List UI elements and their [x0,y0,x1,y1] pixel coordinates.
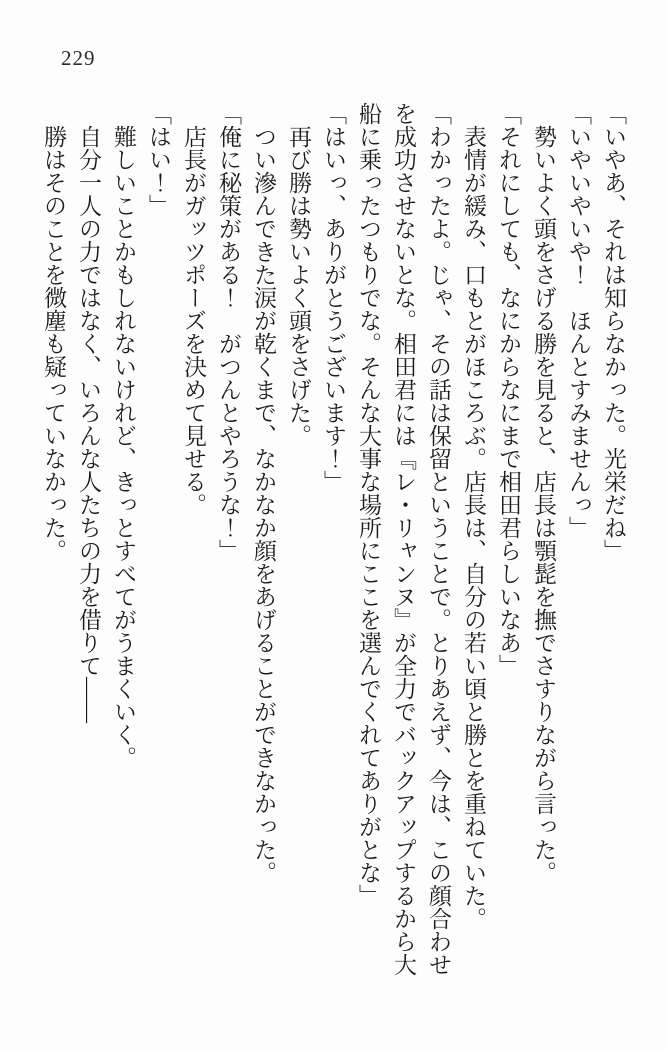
paragraph: 「いやいやいや！ ほんとすみませんっ」 [566,102,591,539]
paragraph: 再び勝は勢いよく頭をさげた。 [286,125,311,447]
paragraph: 難しいことかもしれないけれど、きっとすべてがうまくいく。 [111,125,136,769]
paragraph: 「それにしても、なにからなにまで相田君らしいなあ」 [496,102,521,677]
paragraph: 「はいっ、ありがとうございます！」 [321,102,346,493]
text-block [36,102,631,992]
paragraph: 「わかったよ。じゃ、その話は保留ということで。とりあえず、今は、この顔合わせを成功させないとな。相田君には『レ・リャンヌ』が全力でバックアップするから大船に乗ったつもりでな。そんな大事な場所にここを選んでくれてありがとな」 [356,102,451,976]
paragraph: 自分一人の力ではなく、いろんな人たちの力を借りて―― [76,125,101,723]
page-number: 229 [61,46,96,70]
paragraph: 「いやあ、それは知らなかった。光栄だね」 [601,102,626,562]
paragraph: 「はい！」 [146,102,171,217]
paragraph: 勢いよく頭をさげる勝を見ると、店長は顎髭を撫でさすりながら言った。 [531,125,556,884]
paragraph: 店長がガッツポーズを決めて見せる。 [181,125,206,516]
paragraph: つい滲んできた涙が乾くまで、なかなか顔をあげることができなかった。 [251,125,276,884]
paragraph: 表情が緩み、口もとがほころぶ。店長は、自分の若い頃と勝とを重ねていた。 [461,125,486,930]
paragraph: 勝はそのことを微塵も疑っていなかった。 [41,125,66,562]
paragraph: 「俺に秘策がある！ がつんとやろうな！」 [216,102,241,562]
